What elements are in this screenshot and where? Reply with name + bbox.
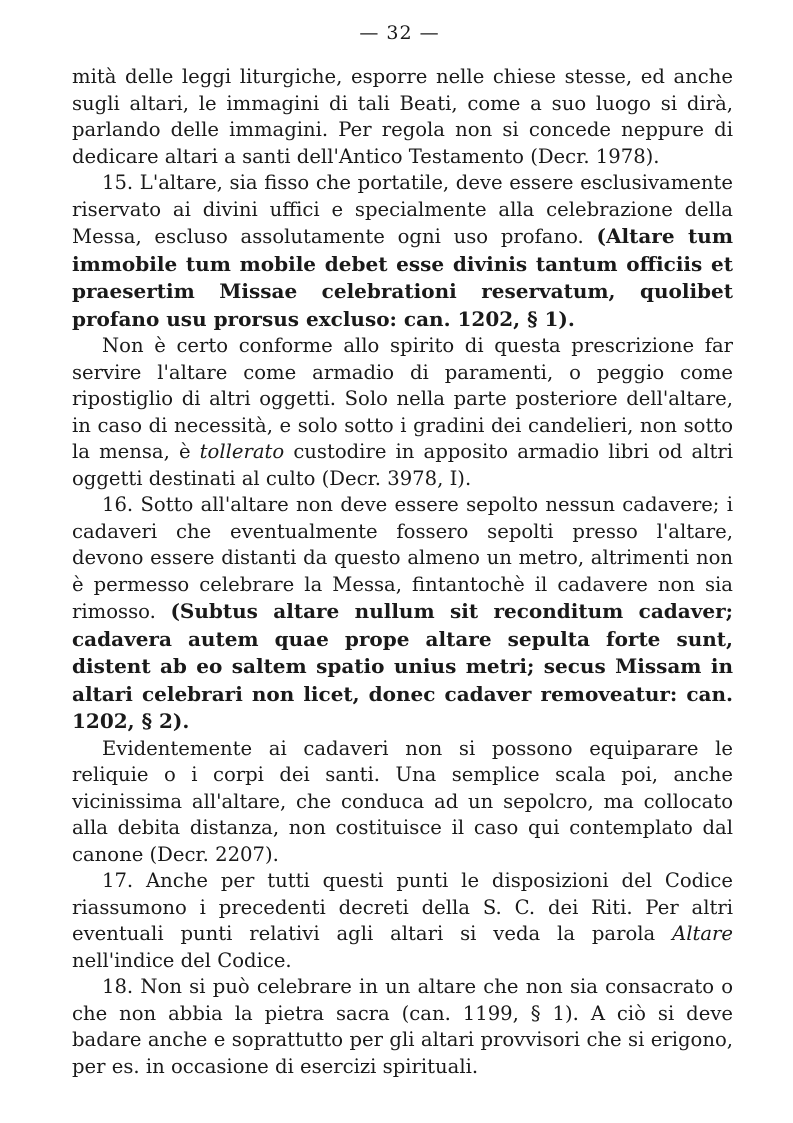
text-run: custodire in apposito armadio libri od altri oggetti destinati al culto (Decr. 3978, I). (72, 440, 733, 490)
emphasized-term: tollerato (199, 440, 285, 463)
paragraph-17-codex (72, 868, 733, 974)
paragraph-15-altar-reserved (72, 170, 733, 333)
text-run: 18. Non si può celebrare in un altare che non sia consacrato o che non abbia la pietra sacra (can. 1199, § 1). A ciò si deve badare anche e soprattutto per gli altari provvisori che si erigono, per es. in occasione di esercizi spirituali. (72, 975, 733, 1078)
paragraph-altar-not-storage (72, 333, 733, 492)
latin-canon-quote: (Subtus altare nullum sit reconditum cadaver; cadavera autem quae prope altare sepulta forte sunt, distent ab eo saltem spatio unius metri; secus Missam in altari celebrari non licet, donec cadaver removeatur: can. 1202, § 2). (72, 599, 733, 733)
page-number: — 32 — (359, 22, 440, 44)
emphasized-term: Altare (672, 922, 733, 945)
paragraph-continuation (72, 64, 733, 170)
text-run: nell'indice del Codice. (72, 948, 292, 972)
text-run: mità delle leggi liturgiche, esporre nelle chiese stesse, ed anche sugli altari, le immagini di tali Beati, come a suo luogo si dirà, parlando delle immagini. Per regola non si concede neppure di dedicare altari a santi dell'Antico Testamento (Decr. 1978). (72, 65, 733, 168)
text-run: 17. Anche per tutti questi punti le disposizioni del Codice riassumono i precedenti decreti della S. C. dei Riti. Per altri eventuali punti relativi agli altari si veda la parola (72, 869, 733, 945)
body-text (72, 64, 733, 1080)
paragraph-relics-exception (72, 736, 733, 869)
text-run: Non è certo conforme allo spirito di questa prescrizione far servire l'altare come armadio di paramenti, o peggio come ripostiglio di altri oggetti. Solo nella parte posteriore dell'altare, in caso di necessità, e solo sotto i gradini dei candelieri, non sotto la mensa, è (72, 334, 733, 463)
paragraph-18-consecrated-altar (72, 974, 733, 1080)
text-run: Evidentemente ai cadaveri non si possono equiparare le reliquie o i corpi dei santi. Una semplice scala poi, anche vicinissima all'altare, che conduca ad un sepolcro, ma collocato alla debita distanza, non costituisce il caso qui contemplato dal canone (Decr. 2207). (72, 736, 733, 866)
text-run: 15. L'altare, sia fisso che portatile, deve essere esclusivamente riservato ai divini uffici e specialmente alla celebrazione della Messa, escluso assolutamente ogni uso profano. (72, 171, 733, 248)
paragraph-16-no-burial (72, 492, 733, 736)
text-run: 16. Sotto all'altare non deve essere sepolto nessun cadavere; i cadaveri che eventualmente fossero sepolti presso l'altare, devono essere distanti da questo almeno un metro, altrimenti non è permesso celebrare la Messa, fintantochè il cadavere non sia rimosso. (72, 493, 733, 623)
latin-canon-quote: (Altare tum immobile tum mobile debet esse divinis tantum officiis et praesertim Missae celebrationi reservatum, quolibet profano usu prorsus excluso: can. 1202, § 1). (72, 224, 733, 331)
